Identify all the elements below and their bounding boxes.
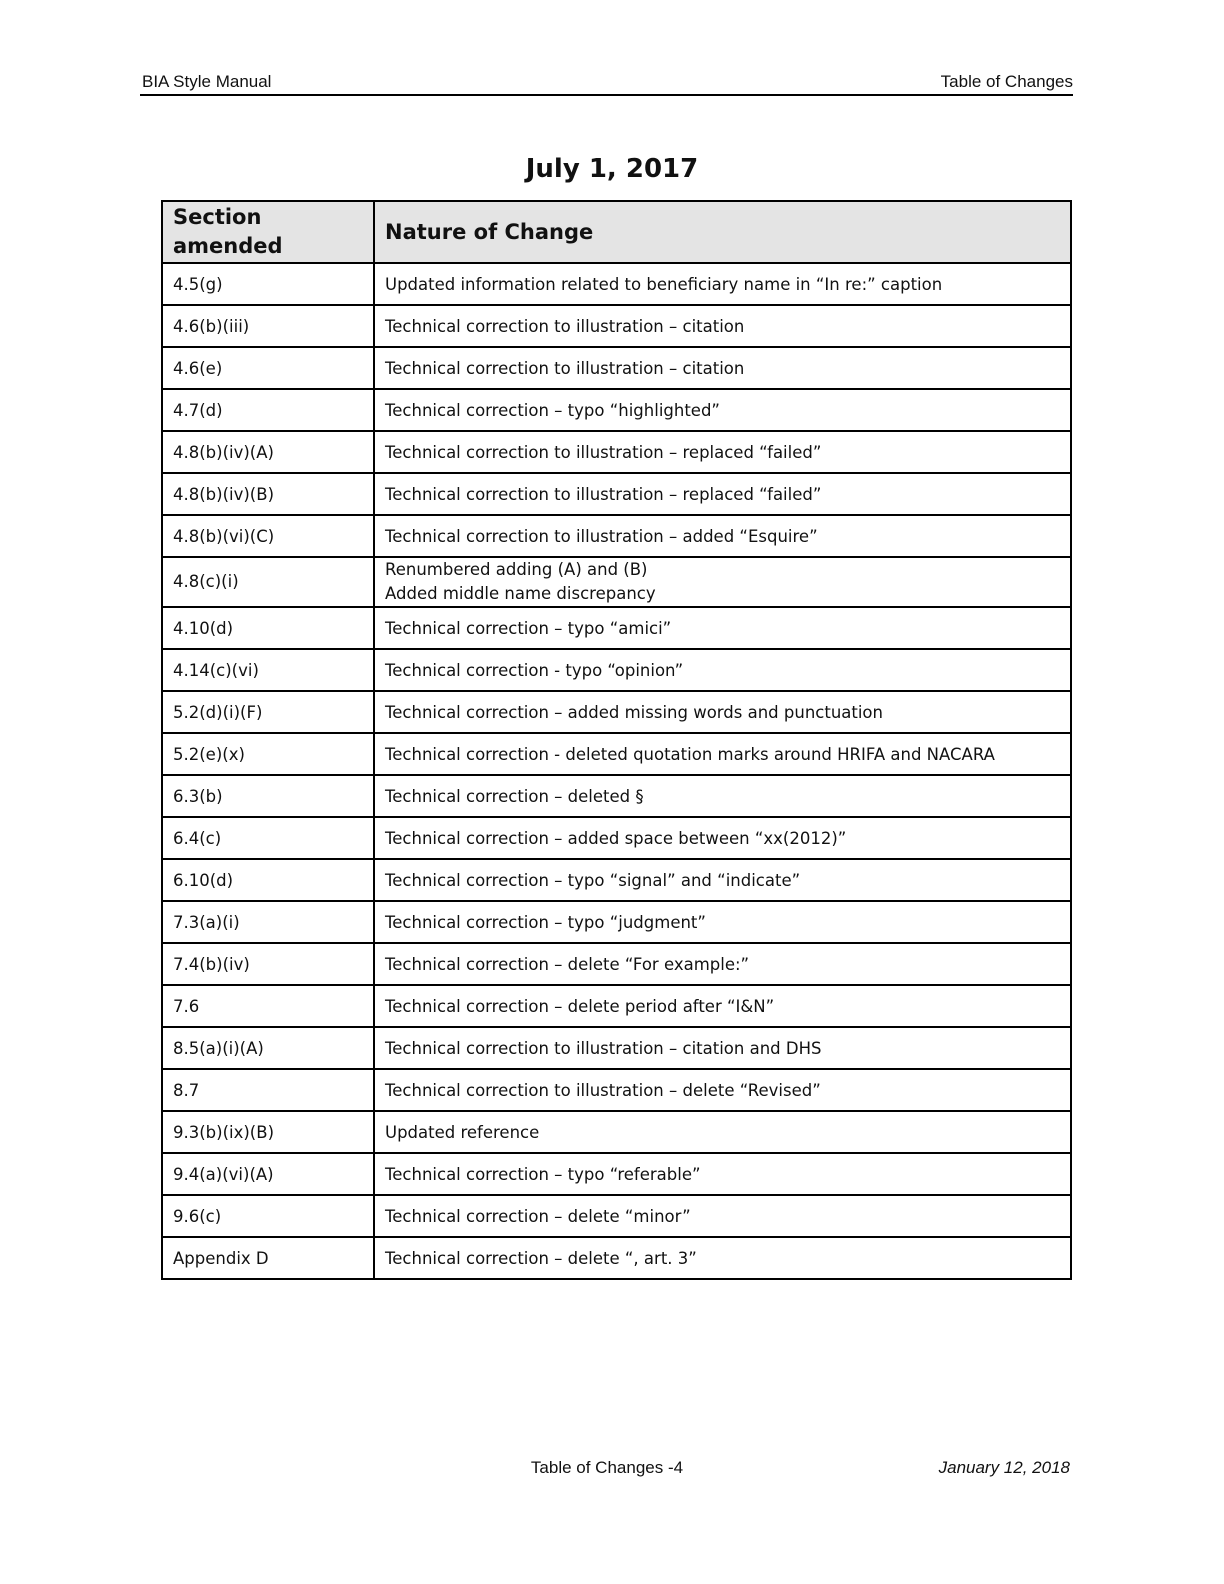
changes-table xyxy=(161,200,1072,1280)
table-row xyxy=(162,1027,1071,1069)
section-cell: 8.7 xyxy=(162,1069,374,1111)
column-header-change: Nature of Change xyxy=(374,201,1071,263)
change-cell: Technical correction to illustration – added “Esquire” xyxy=(374,515,1071,557)
footer-page-label: Table of Changes -4 xyxy=(530,1458,684,1477)
change-cell: Technical correction - deleted quotation marks around HRIFA and NACARA xyxy=(374,733,1071,775)
change-cell: Technical correction – delete period after “I&N” xyxy=(374,985,1071,1027)
table-row xyxy=(162,649,1071,691)
section-cell: 4.6(b)(iii) xyxy=(162,305,374,347)
table-row xyxy=(162,901,1071,943)
section-cell: 4.10(d) xyxy=(162,607,374,649)
table-row xyxy=(162,733,1071,775)
table-row xyxy=(162,1069,1071,1111)
table-row xyxy=(162,817,1071,859)
change-cell: Updated information related to beneficiary name in “In re:” caption xyxy=(374,263,1071,305)
header-section-title: Table of Changes xyxy=(940,72,1073,91)
table-row xyxy=(162,1111,1071,1153)
section-cell: 7.3(a)(i) xyxy=(162,901,374,943)
header-manual-title: BIA Style Manual xyxy=(142,72,272,91)
table-row xyxy=(162,859,1071,901)
section-cell: 4.8(b)(iv)(A) xyxy=(162,431,374,473)
table-row xyxy=(162,557,1071,607)
section-cell: 5.2(d)(i)(F) xyxy=(162,691,374,733)
change-cell: Technical correction to illustration – replaced “failed” xyxy=(374,473,1071,515)
section-cell: 6.4(c) xyxy=(162,817,374,859)
section-cell: 4.5(g) xyxy=(162,263,374,305)
section-cell: 4.14(c)(vi) xyxy=(162,649,374,691)
running-header xyxy=(140,70,1073,96)
footer-date: January 12, 2018 xyxy=(938,1458,1070,1477)
change-line: Added middle name discrepancy xyxy=(385,584,656,603)
change-cell: Technical correction – typo “referable” xyxy=(374,1153,1071,1195)
table-row xyxy=(162,305,1071,347)
section-cell: Appendix D xyxy=(162,1237,374,1279)
section-cell: 4.6(e) xyxy=(162,347,374,389)
section-cell: 7.4(b)(iv) xyxy=(162,943,374,985)
table-row xyxy=(162,473,1071,515)
change-cell: Updated reference xyxy=(374,1111,1071,1153)
column-header-section: Section amended xyxy=(162,201,374,263)
table-row xyxy=(162,1195,1071,1237)
section-cell: 9.6(c) xyxy=(162,1195,374,1237)
section-cell: 5.2(e)(x) xyxy=(162,733,374,775)
section-cell: 4.8(c)(i) xyxy=(162,557,374,607)
change-cell: Technical correction to illustration – delete “Revised” xyxy=(374,1069,1071,1111)
table-row xyxy=(162,347,1071,389)
table-row xyxy=(162,985,1071,1027)
table-row xyxy=(162,775,1071,817)
change-cell: Technical correction to illustration – citation xyxy=(374,305,1071,347)
change-cell: Technical correction – typo “signal” and “indicate” xyxy=(374,859,1071,901)
table-header-row xyxy=(162,201,1071,263)
section-cell: 4.7(d) xyxy=(162,389,374,431)
section-cell: 4.8(b)(vi)(C) xyxy=(162,515,374,557)
section-cell: 7.6 xyxy=(162,985,374,1027)
section-cell: 4.8(b)(iv)(B) xyxy=(162,473,374,515)
table-row xyxy=(162,1153,1071,1195)
section-cell: 8.5(a)(i)(A) xyxy=(162,1027,374,1069)
change-cell: Technical correction to illustration – citation and DHS xyxy=(374,1027,1071,1069)
table-row xyxy=(162,691,1071,733)
change-cell: Technical correction – deleted § xyxy=(374,775,1071,817)
section-cell: 6.3(b) xyxy=(162,775,374,817)
change-cell: Technical correction to illustration – citation xyxy=(374,347,1071,389)
change-cell: Technical correction to illustration – replaced “failed” xyxy=(374,431,1071,473)
table-row xyxy=(162,389,1071,431)
change-cell xyxy=(374,557,1071,607)
change-cell: Technical correction – typo “judgment” xyxy=(374,901,1071,943)
change-cell: Technical correction – typo “amici” xyxy=(374,607,1071,649)
section-cell: 9.4(a)(vi)(A) xyxy=(162,1153,374,1195)
change-cell: Technical correction – delete “For example:” xyxy=(374,943,1071,985)
change-cell: Technical correction - typo “opinion” xyxy=(374,649,1071,691)
table-row xyxy=(162,263,1071,305)
change-line: Renumbered adding (A) and (B) xyxy=(385,560,648,579)
table-row xyxy=(162,515,1071,557)
change-cell: Technical correction – added missing words and punctuation xyxy=(374,691,1071,733)
section-cell: 6.10(d) xyxy=(162,859,374,901)
change-cell: Technical correction – added space between “xx(2012)” xyxy=(374,817,1071,859)
section-cell: 9.3(b)(ix)(B) xyxy=(162,1111,374,1153)
table-row xyxy=(162,943,1071,985)
change-cell: Technical correction – typo “highlighted” xyxy=(374,389,1071,431)
change-cell: Technical correction – delete “, art. 3” xyxy=(374,1237,1071,1279)
table-row xyxy=(162,607,1071,649)
table-row xyxy=(162,431,1071,473)
page-title: July 1, 2017 xyxy=(525,154,699,184)
table-row xyxy=(162,1237,1071,1279)
change-cell: Technical correction – delete “minor” xyxy=(374,1195,1071,1237)
